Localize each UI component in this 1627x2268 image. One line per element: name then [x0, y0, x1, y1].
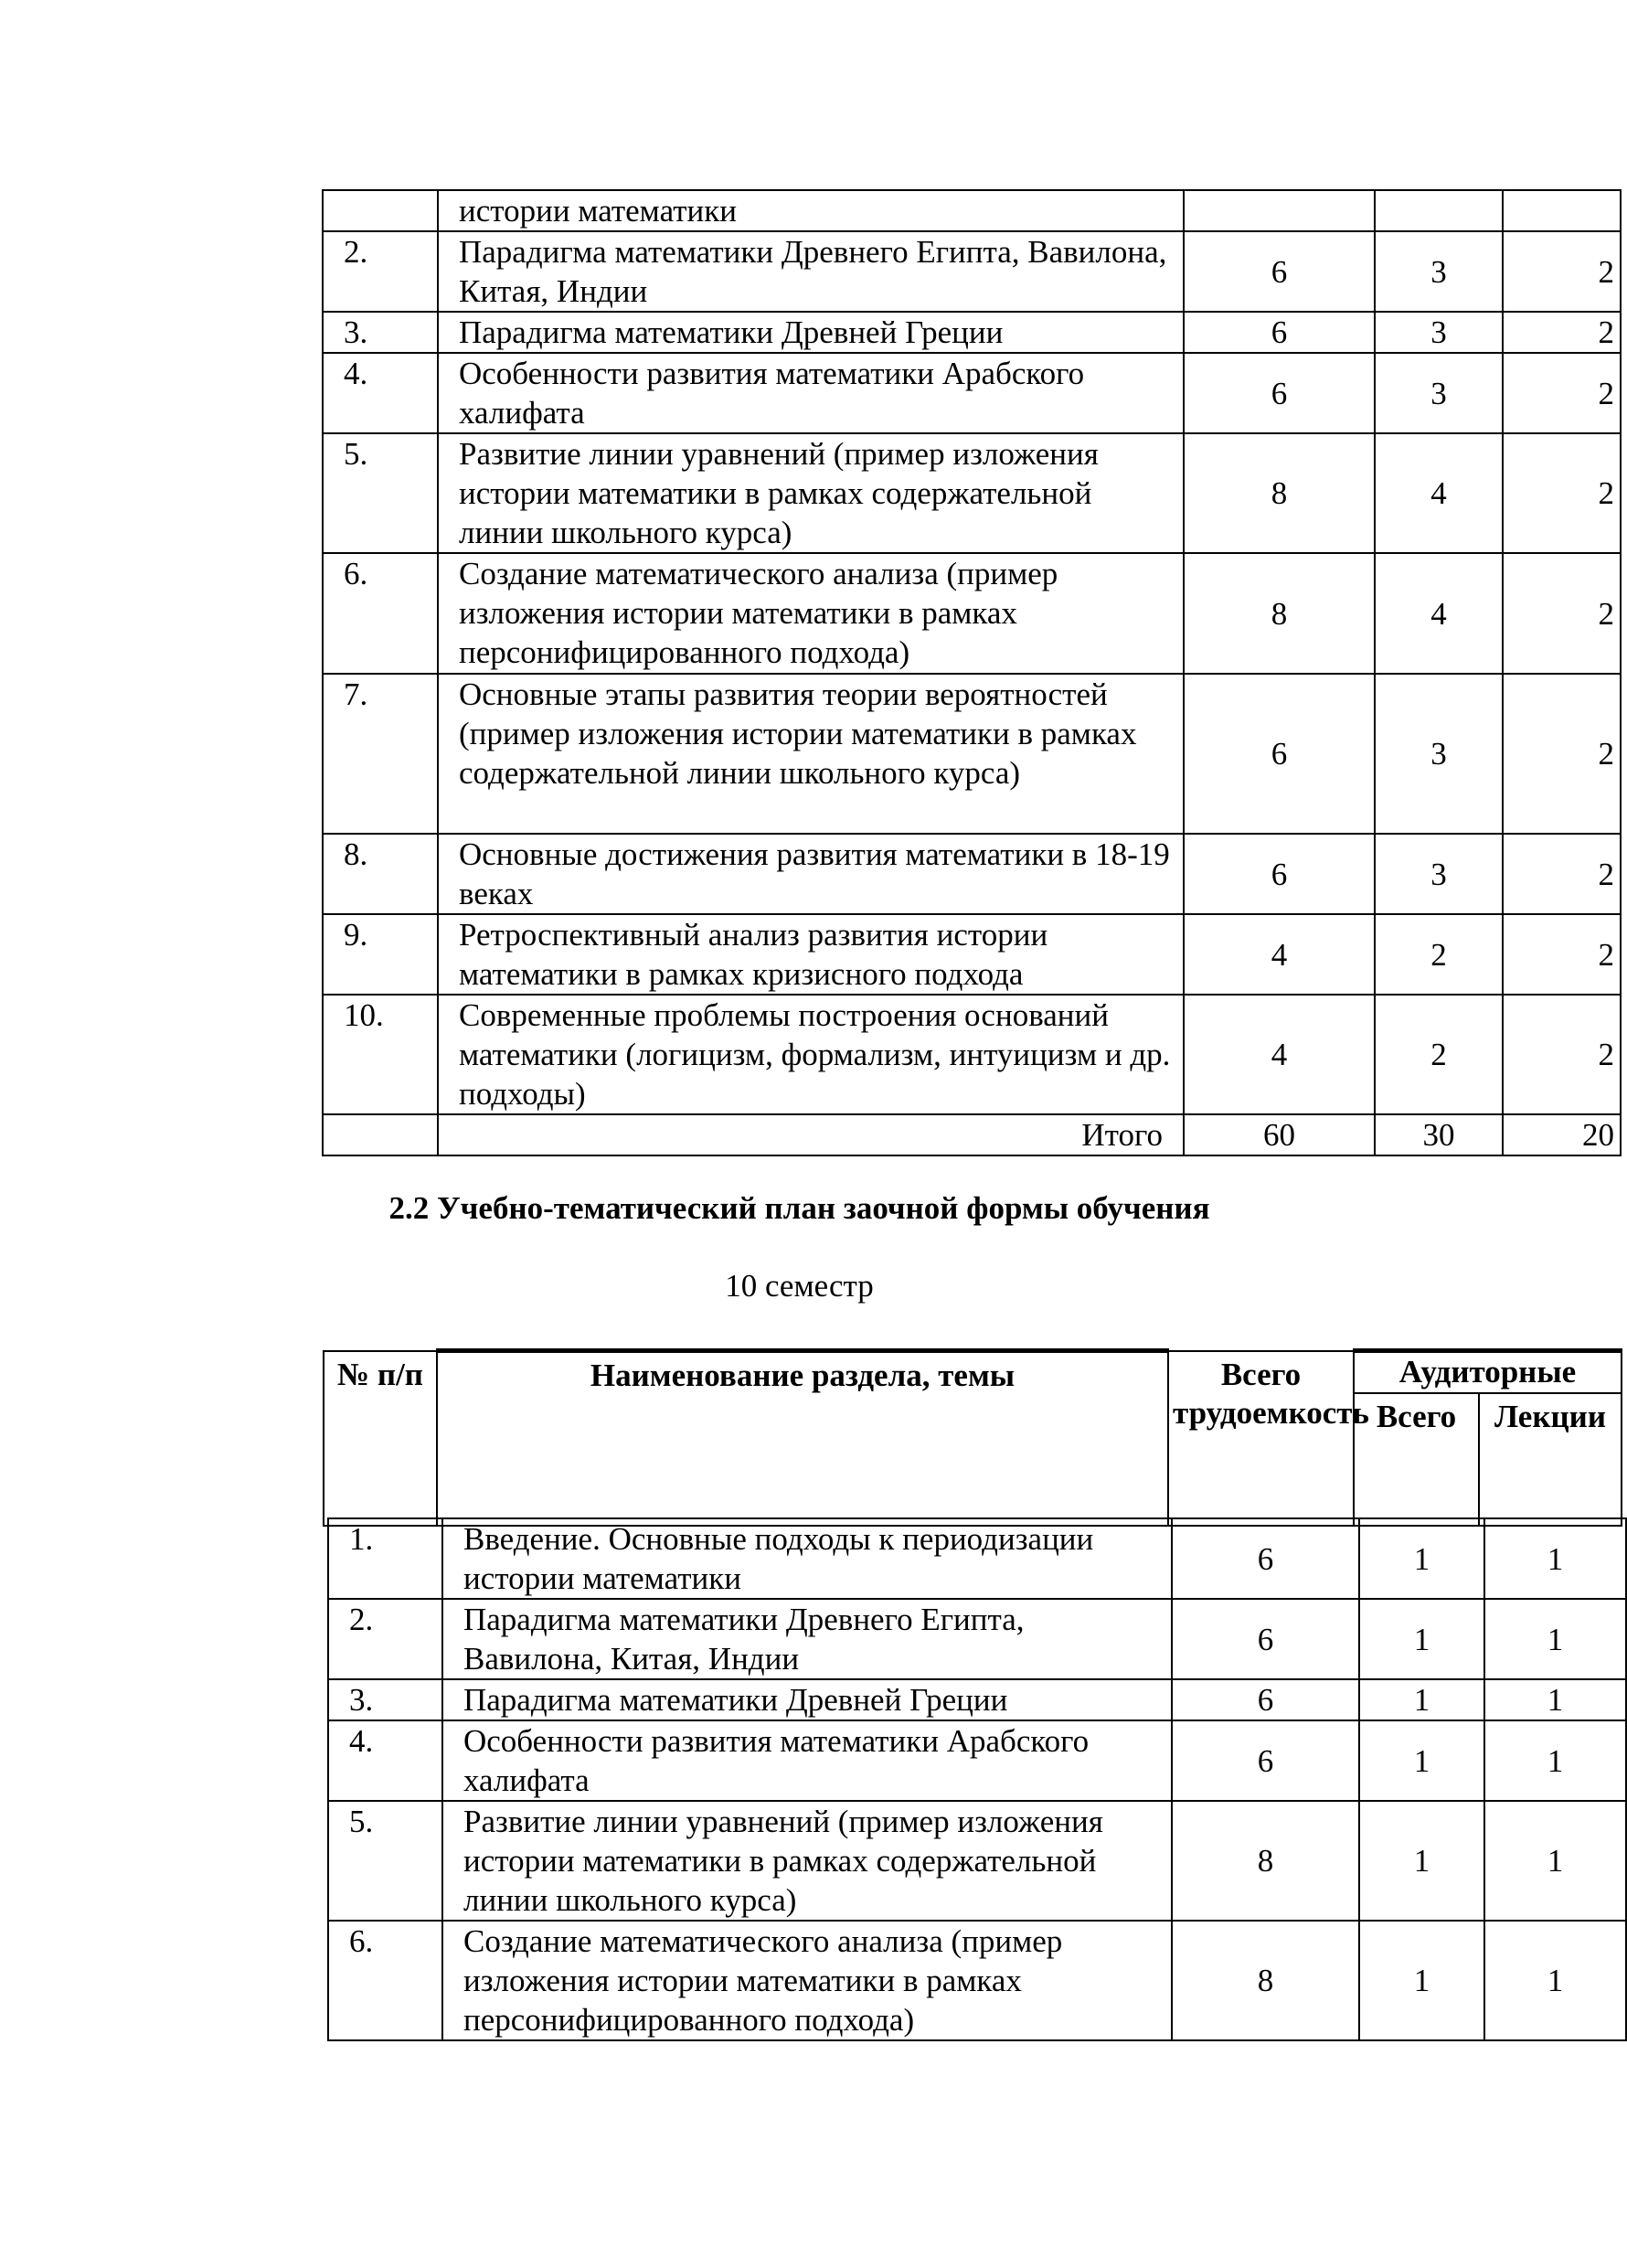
total-hours: 6: [1172, 1518, 1359, 1599]
auditory-hours: 3: [1375, 231, 1503, 312]
lecture-hours: 2: [1503, 312, 1621, 353]
topic-title: Основные достижения развития математики в 18-19 веках: [438, 834, 1184, 914]
total-hours: 8: [1172, 1801, 1359, 1921]
table-row: [323, 231, 1621, 312]
total-hours: 6: [1184, 231, 1375, 312]
auditory-hours: 1: [1359, 1720, 1484, 1801]
table-row: [323, 674, 1621, 834]
auditory-hours: 1: [1359, 1921, 1484, 2040]
auditory-hours: 4: [1375, 433, 1503, 553]
topic-title: Основные этапы развития теории вероятностей (пример изложения истории математики в рамках содержательной линии школьного курса): [438, 674, 1184, 834]
total-label: Итого: [438, 1114, 1184, 1155]
table-row: [323, 433, 1621, 553]
table-full-time-continuation: [322, 189, 1622, 1156]
table-part-time-body: [327, 1517, 1627, 2041]
row-number: 2.: [328, 1599, 442, 1679]
header-auditory: Аудиторные: [1354, 1351, 1622, 1394]
total-hours: 6: [1172, 1599, 1359, 1679]
row-number: 4.: [328, 1720, 442, 1801]
row-number: 5.: [323, 433, 438, 553]
header-row: [324, 1351, 1622, 1394]
total-hours: 8: [1184, 433, 1375, 553]
total-hours-sum: 60: [1184, 1114, 1375, 1155]
table-row: [323, 834, 1621, 914]
total-hours: 6: [1184, 834, 1375, 914]
auditory-hours: [1375, 190, 1503, 231]
header-num: № п/п: [324, 1351, 437, 1526]
lecture-hours: 2: [1503, 553, 1621, 674]
table-row: [323, 995, 1621, 1114]
total-hours: 8: [1184, 553, 1375, 674]
total-row: [323, 1114, 1621, 1155]
lecture-hours: 1: [1484, 1679, 1626, 1720]
auditory-hours: 3: [1375, 834, 1503, 914]
total-hours: 8: [1172, 1921, 1359, 2040]
table-row: [328, 1921, 1626, 2040]
row-number: 3.: [328, 1679, 442, 1720]
table-row: [328, 1720, 1626, 1801]
topic-title: Парадигма математики Древнего Египта, Вавилона, Китая, Индии: [438, 231, 1184, 312]
table-row: [328, 1518, 1626, 1599]
topic-title: Ретроспективный анализ развития истории математики в рамках кризисного подхода: [438, 914, 1184, 995]
auditory-hours-sum: 30: [1375, 1114, 1503, 1155]
total-hours: 6: [1172, 1720, 1359, 1801]
auditory-hours: 4: [1375, 553, 1503, 674]
row-number: 7.: [323, 674, 438, 834]
header-total: Всего трудоемкость: [1168, 1351, 1354, 1526]
lecture-hours: 1: [1484, 1801, 1626, 1921]
total-empty-cell: [323, 1114, 438, 1155]
row-number: [323, 190, 438, 231]
auditory-hours: 1: [1359, 1518, 1484, 1599]
topic-title: Введение. Основные подходы к периодизации истории математики: [442, 1518, 1172, 1599]
lecture-hours: 2: [1503, 914, 1621, 995]
total-hours: [1184, 190, 1375, 231]
topic-title: истории математики: [438, 190, 1184, 231]
row-number: 10.: [323, 995, 438, 1114]
lecture-hours: 2: [1503, 674, 1621, 834]
topic-title: Особенности развития математики Арабского халифата: [442, 1720, 1172, 1801]
topic-title: Современные проблемы построения оснований математики (логицизм, формализм, интуицизм и др. подходы): [438, 995, 1184, 1114]
topic-title: Парадигма математики Древнего Египта, Вавилона, Китая, Индии: [442, 1599, 1172, 1679]
auditory-hours: 1: [1359, 1801, 1484, 1921]
row-number: 3.: [323, 312, 438, 353]
topic-title: Развитие линии уравнений (пример изложения истории математики в рамках содержательной линии школьного курса): [438, 433, 1184, 553]
row-number: 8.: [323, 834, 438, 914]
topic-title: Развитие линии уравнений (пример изложения истории математики в рамках содержательной линии школьного курса): [442, 1801, 1172, 1921]
row-number: 6.: [323, 553, 438, 674]
topic-title: Создание математического анализа (пример изложения истории математики в рамках персонифицированного подхода): [438, 553, 1184, 674]
total-hours: 6: [1184, 312, 1375, 353]
row-number: 6.: [328, 1921, 442, 2040]
auditory-hours: 1: [1359, 1679, 1484, 1720]
header-title: Наименование раздела, темы: [437, 1351, 1168, 1526]
lecture-hours: 1: [1484, 1720, 1626, 1801]
lecture-hours: 2: [1503, 353, 1621, 433]
header-lect: Лекции: [1479, 1393, 1622, 1525]
auditory-hours: 3: [1375, 674, 1503, 834]
total-hours: 6: [1184, 674, 1375, 834]
table-row: [328, 1599, 1626, 1679]
row-number: 4.: [323, 353, 438, 433]
auditory-hours: 3: [1375, 312, 1503, 353]
topic-title: Парадигма математики Древней Греции: [438, 312, 1184, 353]
lecture-hours-sum: 20: [1503, 1114, 1621, 1155]
table-row: [323, 312, 1621, 353]
topic-title: Создание математического анализа (пример изложения истории математики в рамках персонифицированного подхода): [442, 1921, 1172, 2040]
total-hours: 4: [1184, 914, 1375, 995]
table-row: [323, 553, 1621, 674]
lecture-hours: 2: [1503, 231, 1621, 312]
lecture-hours: 1: [1484, 1921, 1626, 2040]
row-number: 2.: [323, 231, 438, 312]
header-all: Всего: [1354, 1393, 1479, 1525]
lecture-hours: 2: [1503, 995, 1621, 1114]
lecture-hours: [1503, 190, 1621, 231]
lecture-hours: 1: [1484, 1518, 1626, 1599]
row-number: 5.: [328, 1801, 442, 1921]
total-hours: 4: [1184, 995, 1375, 1114]
table-row: [323, 914, 1621, 995]
auditory-hours: 1: [1359, 1599, 1484, 1679]
table-row: [323, 353, 1621, 433]
lecture-hours: 2: [1503, 433, 1621, 553]
table-row: [328, 1679, 1626, 1720]
auditory-hours: 3: [1375, 353, 1503, 433]
table-row: [328, 1801, 1626, 1921]
lecture-hours: 2: [1503, 834, 1621, 914]
total-hours: 6: [1172, 1679, 1359, 1720]
auditory-hours: 2: [1375, 914, 1503, 995]
topic-title: Особенности развития математики Арабского халифата: [438, 353, 1184, 433]
auditory-hours: 2: [1375, 995, 1503, 1114]
row-number: 1.: [328, 1518, 442, 1599]
table-row: [323, 190, 1621, 231]
lecture-hours: 1: [1484, 1599, 1626, 1679]
section-title: 2.2 Учебно-тематический план заочной формы обучения: [388, 1190, 1210, 1226]
topic-title: Парадигма математики Древней Греции: [442, 1679, 1172, 1720]
table-part-time-header: [323, 1348, 1622, 1527]
total-hours: 6: [1184, 353, 1375, 433]
semester-label: 10 семестр: [725, 1268, 874, 1304]
row-number: 9.: [323, 914, 438, 995]
